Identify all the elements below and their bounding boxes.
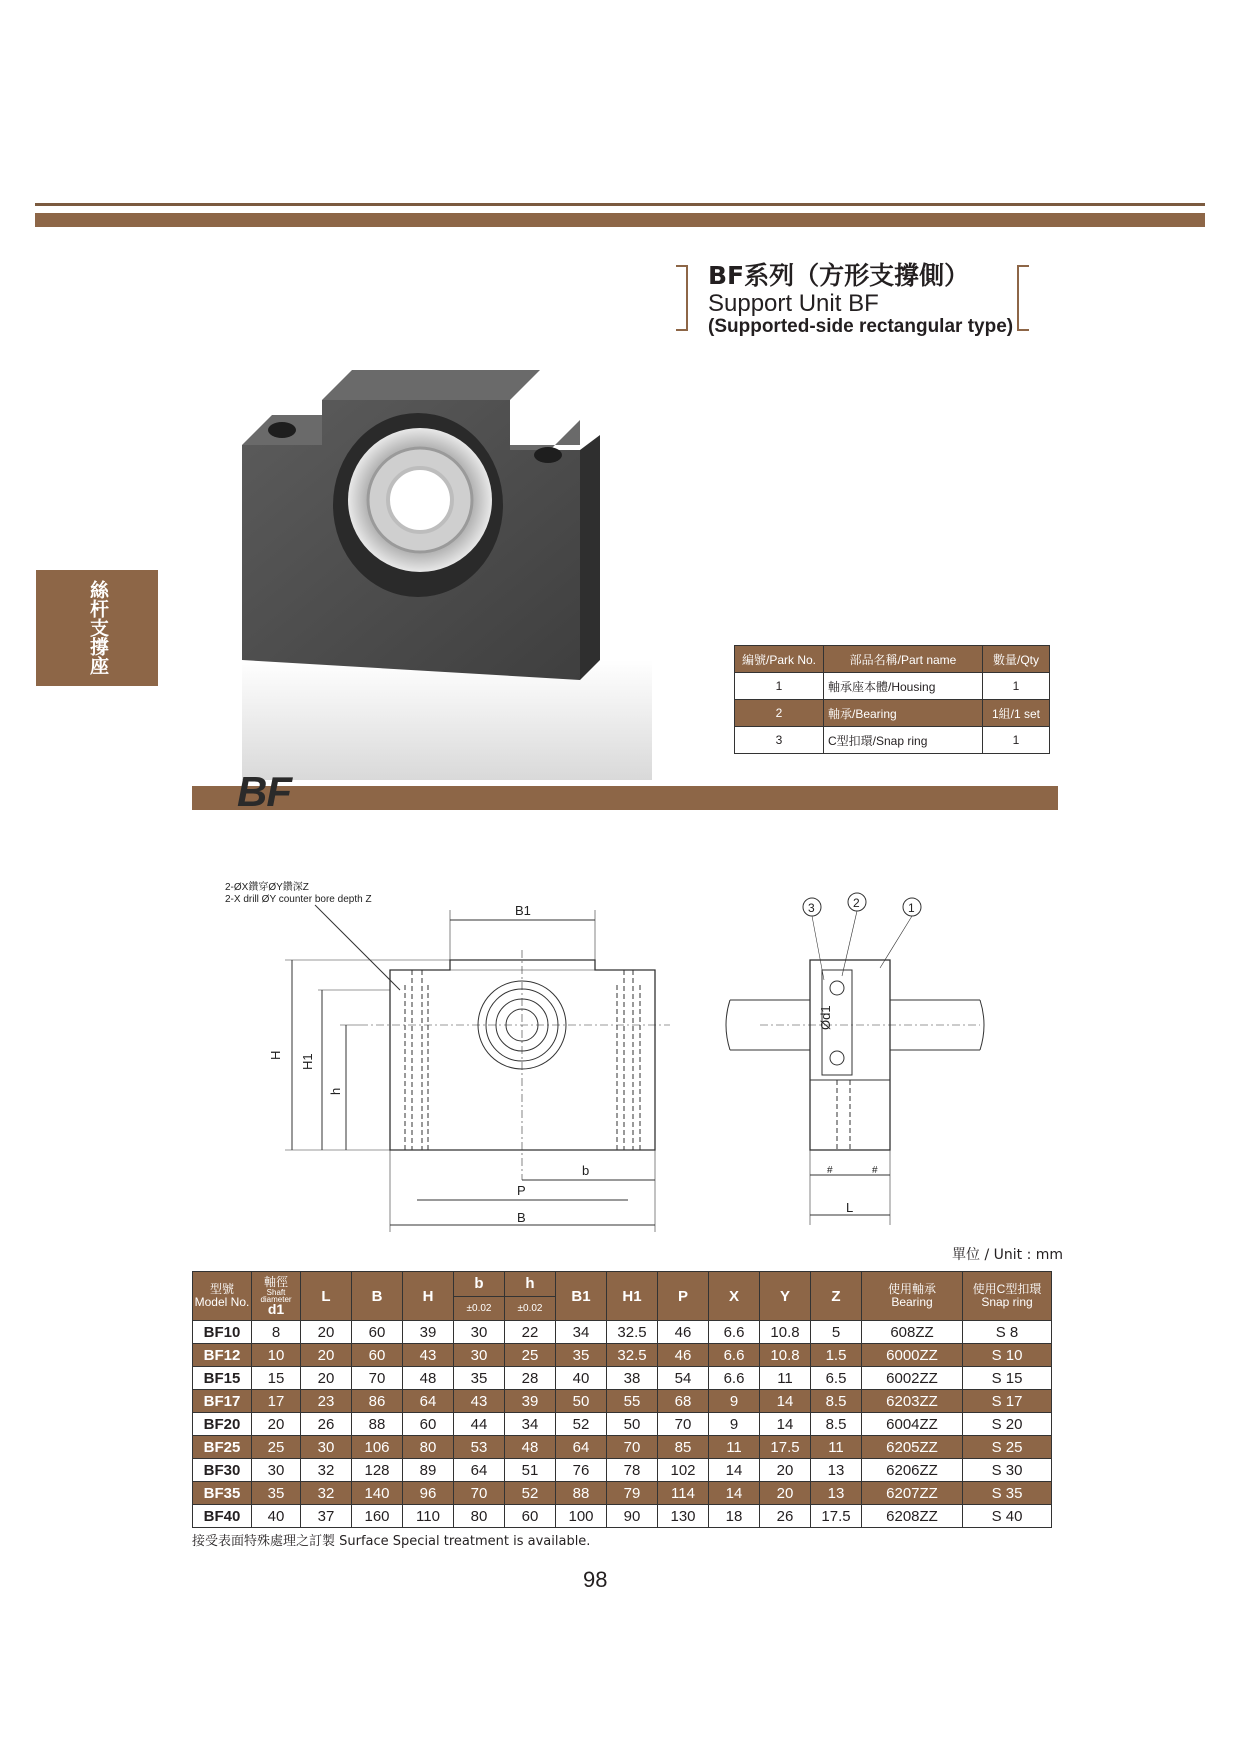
spec-cell: 9 bbox=[709, 1413, 760, 1436]
spec-cell-model: BF40 bbox=[193, 1505, 252, 1528]
dim-b-small: b bbox=[582, 1163, 590, 1178]
spec-cell: 14 bbox=[709, 1459, 760, 1482]
hash-right: # bbox=[872, 1165, 878, 1176]
bearing-inner bbox=[388, 468, 452, 532]
spec-cell: 13 bbox=[811, 1482, 862, 1505]
title-en: Support Unit BF bbox=[708, 290, 879, 317]
header-shaft-en2: diameter bbox=[260, 1294, 292, 1304]
hash-left: # bbox=[827, 1165, 833, 1176]
side-tab-label: 絲杆支撐座 bbox=[87, 580, 109, 675]
header-h1: H1 bbox=[607, 1272, 658, 1321]
spec-cell: 53 bbox=[454, 1436, 505, 1459]
spec-cell: 6.5 bbox=[811, 1367, 862, 1390]
spec-row bbox=[193, 1390, 1052, 1413]
spec-header-row bbox=[193, 1272, 1052, 1321]
spec-cell: 85 bbox=[658, 1436, 709, 1459]
spec-cell: 52 bbox=[505, 1482, 556, 1505]
spec-cell: 40 bbox=[252, 1505, 301, 1528]
spec-cell: 64 bbox=[454, 1459, 505, 1482]
title-bracket-right bbox=[1017, 265, 1029, 331]
spec-cell: 54 bbox=[658, 1367, 709, 1390]
spec-row bbox=[193, 1482, 1052, 1505]
header-model bbox=[193, 1272, 252, 1321]
spec-cell: 46 bbox=[658, 1344, 709, 1367]
spec-cell: 5 bbox=[811, 1321, 862, 1344]
callout-1: 1 bbox=[908, 901, 915, 915]
spec-cell: 80 bbox=[454, 1505, 505, 1528]
header-h-small-tol: ±0.02 bbox=[517, 1303, 543, 1314]
technical-drawing bbox=[200, 880, 1000, 1240]
top-rule-thick bbox=[35, 213, 1205, 227]
spec-cell: 30 bbox=[454, 1321, 505, 1344]
spec-cell: 68 bbox=[658, 1390, 709, 1413]
header-shaft-sym: d1 bbox=[267, 1300, 285, 1317]
mount-hole-right bbox=[534, 447, 562, 463]
top-rule-thin bbox=[35, 203, 1205, 206]
header-l: L bbox=[301, 1272, 352, 1321]
spec-cell: 9 bbox=[709, 1390, 760, 1413]
header-bearing-en: Bearing bbox=[891, 1295, 933, 1309]
spec-cell: 6207ZZ bbox=[862, 1482, 963, 1505]
header-y: Y bbox=[760, 1272, 811, 1321]
drill-note-zh: 2-ØX鑽穿ØY鑽深Z bbox=[225, 882, 309, 893]
spec-cell: 106 bbox=[352, 1436, 403, 1459]
title-zh: BF系列（方形支撐側） bbox=[708, 261, 970, 290]
spec-cell: 110 bbox=[403, 1505, 454, 1528]
spec-cell: 70 bbox=[607, 1436, 658, 1459]
spec-cell: 70 bbox=[454, 1482, 505, 1505]
spec-cell: 34 bbox=[505, 1413, 556, 1436]
spec-row bbox=[193, 1413, 1052, 1436]
spec-cell: 46 bbox=[658, 1321, 709, 1344]
parts-cell-name: C型扣環/Snap ring bbox=[824, 727, 983, 754]
dim-l: L bbox=[846, 1200, 854, 1215]
spec-cell: 30 bbox=[301, 1436, 352, 1459]
spec-cell: 50 bbox=[607, 1413, 658, 1436]
spec-cell: 80 bbox=[403, 1436, 454, 1459]
parts-cell-name: 軸承/Bearing bbox=[824, 700, 983, 727]
spec-cell: 14 bbox=[760, 1390, 811, 1413]
spec-cell: S 17 bbox=[963, 1390, 1052, 1413]
dim-h1: H1 bbox=[300, 1053, 315, 1070]
spec-cell-model: BF35 bbox=[193, 1482, 252, 1505]
footnote: 接受表面特殊處理之訂製 Surface Special treatment is available. bbox=[192, 1534, 591, 1549]
spec-row bbox=[193, 1505, 1052, 1528]
spec-cell: 50 bbox=[556, 1390, 607, 1413]
section-side-tab bbox=[36, 570, 158, 686]
spec-cell: 22 bbox=[505, 1321, 556, 1344]
spec-cell-model: BF15 bbox=[193, 1367, 252, 1390]
spec-cell-model: BF25 bbox=[193, 1436, 252, 1459]
unit-label: 單位 / Unit : mm bbox=[952, 1247, 1064, 1263]
spec-cell: 88 bbox=[556, 1482, 607, 1505]
dim-h-total: H bbox=[268, 1050, 283, 1060]
spec-cell: 38 bbox=[607, 1367, 658, 1390]
header-x: X bbox=[709, 1272, 760, 1321]
header-shaft-zh: 軸徑 bbox=[263, 1274, 288, 1289]
spec-cell: 6205ZZ bbox=[862, 1436, 963, 1459]
spec-cell-model: BF17 bbox=[193, 1390, 252, 1413]
parts-header-qty: 數量/Qty bbox=[983, 646, 1050, 673]
spec-cell: 6004ZZ bbox=[862, 1413, 963, 1436]
header-shaft bbox=[252, 1272, 301, 1321]
spec-cell: 43 bbox=[454, 1390, 505, 1413]
parts-header-name: 部品名稱/Part name bbox=[824, 646, 983, 673]
spec-cell: 102 bbox=[658, 1459, 709, 1482]
dim-bw: B bbox=[517, 1210, 526, 1225]
dim-p: P bbox=[517, 1183, 526, 1198]
dim-b1: B1 bbox=[515, 903, 531, 918]
spec-cell: 10.8 bbox=[760, 1321, 811, 1344]
spec-cell: 6.6 bbox=[709, 1367, 760, 1390]
parts-cell-no: 2 bbox=[735, 700, 824, 727]
spec-cell: 40 bbox=[556, 1367, 607, 1390]
header-b-width: B bbox=[352, 1272, 403, 1321]
spec-cell: 6206ZZ bbox=[862, 1459, 963, 1482]
spec-cell: 140 bbox=[352, 1482, 403, 1505]
spec-cell: 28 bbox=[505, 1367, 556, 1390]
title-bracket-left bbox=[676, 265, 688, 331]
spec-cell: S 15 bbox=[963, 1367, 1052, 1390]
spec-cell: 51 bbox=[505, 1459, 556, 1482]
spec-cell: 44 bbox=[454, 1413, 505, 1436]
spec-cell: 32 bbox=[301, 1459, 352, 1482]
photo-shadow bbox=[242, 660, 652, 780]
header-p: P bbox=[658, 1272, 709, 1321]
header-b1: B1 bbox=[556, 1272, 607, 1321]
spec-cell: 35 bbox=[252, 1482, 301, 1505]
spec-cell: 32 bbox=[301, 1482, 352, 1505]
spec-cell: 25 bbox=[505, 1344, 556, 1367]
spec-cell: 48 bbox=[505, 1436, 556, 1459]
spec-cell: 35 bbox=[556, 1344, 607, 1367]
spec-cell: 11 bbox=[709, 1436, 760, 1459]
front-outline bbox=[390, 960, 655, 1150]
side-ball-top bbox=[830, 981, 844, 995]
spec-row bbox=[193, 1321, 1052, 1344]
spec-cell: 608ZZ bbox=[862, 1321, 963, 1344]
spec-cell: S 30 bbox=[963, 1459, 1052, 1482]
housing-side bbox=[580, 435, 600, 680]
spec-cell: 60 bbox=[505, 1505, 556, 1528]
spec-cell: S 10 bbox=[963, 1344, 1052, 1367]
spec-cell: 39 bbox=[403, 1321, 454, 1344]
spec-cell: 14 bbox=[760, 1413, 811, 1436]
spec-cell: 39 bbox=[505, 1390, 556, 1413]
spec-cell: 60 bbox=[352, 1344, 403, 1367]
spec-cell: 35 bbox=[454, 1367, 505, 1390]
spec-cell: 78 bbox=[607, 1459, 658, 1482]
page-number: 98 bbox=[583, 1567, 608, 1592]
spec-cell: 32.5 bbox=[607, 1321, 658, 1344]
spec-cell: 160 bbox=[352, 1505, 403, 1528]
drill-note-en: 2-X drill ØY counter bore depth Z bbox=[225, 894, 372, 905]
drill-leader bbox=[315, 905, 400, 990]
spec-cell-model: BF12 bbox=[193, 1344, 252, 1367]
spec-cell: S 35 bbox=[963, 1482, 1052, 1505]
spec-cell: 10.8 bbox=[760, 1344, 811, 1367]
parts-row bbox=[735, 700, 1050, 727]
spec-row bbox=[193, 1436, 1052, 1459]
dim-d1: Ød1 bbox=[818, 1005, 833, 1030]
spec-cell: 20 bbox=[760, 1459, 811, 1482]
spec-cell: 88 bbox=[352, 1413, 403, 1436]
spec-cell: 20 bbox=[760, 1482, 811, 1505]
parts-table bbox=[734, 645, 1050, 754]
product-photo bbox=[230, 360, 670, 780]
spec-cell: 37 bbox=[301, 1505, 352, 1528]
spec-cell: 8.5 bbox=[811, 1413, 862, 1436]
parts-header-row bbox=[735, 646, 1050, 673]
spec-cell: 60 bbox=[352, 1321, 403, 1344]
spec-cell: 20 bbox=[252, 1413, 301, 1436]
spec-cell: 20 bbox=[301, 1367, 352, 1390]
spec-table bbox=[192, 1271, 1052, 1528]
spec-cell: 17.5 bbox=[811, 1505, 862, 1528]
spec-cell: 114 bbox=[658, 1482, 709, 1505]
mount-hole-left bbox=[268, 422, 296, 438]
parts-cell-name: 軸承座本體/Housing bbox=[824, 673, 983, 700]
spec-cell: 60 bbox=[403, 1413, 454, 1436]
spec-cell: 20 bbox=[301, 1321, 352, 1344]
spec-row bbox=[193, 1344, 1052, 1367]
spec-cell: 14 bbox=[709, 1482, 760, 1505]
header-snap-en: Snap ring bbox=[981, 1295, 1033, 1309]
header-snap bbox=[963, 1272, 1052, 1321]
spec-cell: 52 bbox=[556, 1413, 607, 1436]
spec-cell: 10 bbox=[252, 1344, 301, 1367]
spec-row bbox=[193, 1367, 1052, 1390]
spec-cell: 6203ZZ bbox=[862, 1390, 963, 1413]
spec-cell: 79 bbox=[607, 1482, 658, 1505]
side-ball-bottom bbox=[830, 1051, 844, 1065]
leader-2 bbox=[842, 911, 857, 976]
spec-cell: 64 bbox=[556, 1436, 607, 1459]
spec-cell: 6000ZZ bbox=[862, 1344, 963, 1367]
parts-cell-qty: 1組/1 set bbox=[983, 700, 1050, 727]
callout-2: 2 bbox=[853, 896, 860, 910]
spec-cell: 96 bbox=[403, 1482, 454, 1505]
header-bearing-zh: 使用軸承 bbox=[887, 1282, 936, 1296]
spec-cell: 100 bbox=[556, 1505, 607, 1528]
spec-cell-model: BF10 bbox=[193, 1321, 252, 1344]
spec-cell: 26 bbox=[760, 1505, 811, 1528]
spec-cell: 76 bbox=[556, 1459, 607, 1482]
spec-cell: 6.6 bbox=[709, 1321, 760, 1344]
spec-cell: S 40 bbox=[963, 1505, 1052, 1528]
spec-cell: 6208ZZ bbox=[862, 1505, 963, 1528]
spec-cell: 30 bbox=[454, 1344, 505, 1367]
spec-cell-model: BF20 bbox=[193, 1413, 252, 1436]
spec-cell: 43 bbox=[403, 1344, 454, 1367]
header-snap-zh: 使用C型扣環 bbox=[972, 1282, 1042, 1296]
header-bearing bbox=[862, 1272, 963, 1321]
spec-cell: 6.6 bbox=[709, 1344, 760, 1367]
spec-cell: 70 bbox=[352, 1367, 403, 1390]
spec-cell: 30 bbox=[252, 1459, 301, 1482]
series-label: BF bbox=[237, 768, 291, 815]
callout-3: 3 bbox=[808, 901, 815, 915]
spec-cell: 32.5 bbox=[607, 1344, 658, 1367]
header-model-en: Model No. bbox=[194, 1295, 250, 1309]
spec-cell: 11 bbox=[760, 1367, 811, 1390]
header-h-height: H bbox=[403, 1272, 454, 1321]
spec-cell-model: BF30 bbox=[193, 1459, 252, 1482]
spec-cell: 70 bbox=[658, 1413, 709, 1436]
spec-cell: 8 bbox=[252, 1321, 301, 1344]
parts-row bbox=[735, 727, 1050, 754]
spec-cell: 23 bbox=[301, 1390, 352, 1413]
spec-cell: 34 bbox=[556, 1321, 607, 1344]
header-b-small bbox=[454, 1272, 505, 1321]
spec-cell: 55 bbox=[607, 1390, 658, 1413]
parts-header-no: 編號/Park No. bbox=[735, 646, 824, 673]
spec-cell: 8.5 bbox=[811, 1390, 862, 1413]
spec-cell: 15 bbox=[252, 1367, 301, 1390]
series-bar bbox=[192, 786, 1058, 810]
parts-row bbox=[735, 673, 1050, 700]
spec-cell: 11 bbox=[811, 1436, 862, 1459]
spec-cell: S 8 bbox=[963, 1321, 1052, 1344]
spec-cell: 17.5 bbox=[760, 1436, 811, 1459]
spec-cell: 17 bbox=[252, 1390, 301, 1413]
header-h-small bbox=[505, 1272, 556, 1321]
header-model-zh: 型號 bbox=[209, 1282, 234, 1296]
header-h-small-sym: h bbox=[505, 1272, 555, 1297]
spec-cell: 48 bbox=[403, 1367, 454, 1390]
spec-cell: 90 bbox=[607, 1505, 658, 1528]
spec-cell: S 25 bbox=[963, 1436, 1052, 1459]
spec-cell: 6002ZZ bbox=[862, 1367, 963, 1390]
title-subtitle: (Supported-side rectangular type) bbox=[708, 316, 1014, 337]
spec-cell: 64 bbox=[403, 1390, 454, 1413]
spec-cell: 26 bbox=[301, 1413, 352, 1436]
parts-cell-no: 1 bbox=[735, 673, 824, 700]
leader-3 bbox=[812, 916, 824, 980]
spec-cell: 1.5 bbox=[811, 1344, 862, 1367]
header-shaft-en1: Shaft bbox=[266, 1287, 286, 1297]
dim-h-small: h bbox=[328, 1087, 343, 1095]
spec-cell: 13 bbox=[811, 1459, 862, 1482]
parts-cell-qty: 1 bbox=[983, 673, 1050, 700]
header-b-small-sym: b bbox=[454, 1272, 504, 1297]
spec-cell: 128 bbox=[352, 1459, 403, 1482]
shaft-break-right bbox=[980, 1000, 984, 1050]
spec-cell: 86 bbox=[352, 1390, 403, 1413]
spec-row bbox=[193, 1459, 1052, 1482]
spec-cell: 18 bbox=[709, 1505, 760, 1528]
spec-table-body bbox=[193, 1321, 1052, 1528]
spec-cell: 25 bbox=[252, 1436, 301, 1459]
leader-1 bbox=[880, 916, 912, 968]
spec-cell: 20 bbox=[301, 1344, 352, 1367]
header-b-small-tol: ±0.02 bbox=[466, 1303, 492, 1314]
header-z: Z bbox=[811, 1272, 862, 1321]
spec-cell: 130 bbox=[658, 1505, 709, 1528]
shaft-break-left bbox=[726, 1000, 730, 1050]
parts-cell-qty: 1 bbox=[983, 727, 1050, 754]
spec-cell: 89 bbox=[403, 1459, 454, 1482]
spec-cell: S 20 bbox=[963, 1413, 1052, 1436]
parts-cell-no: 3 bbox=[735, 727, 824, 754]
